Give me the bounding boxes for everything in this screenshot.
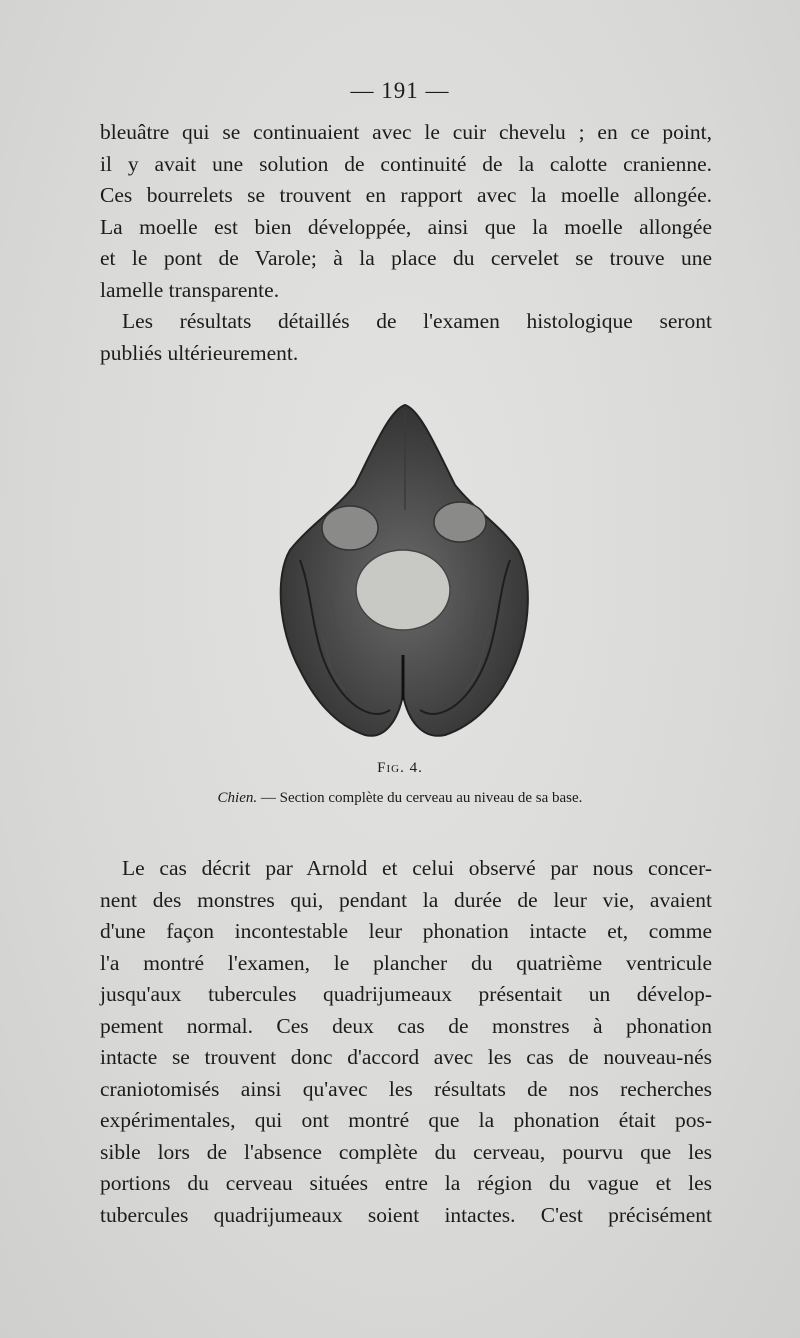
page-number: — 191 — bbox=[350, 78, 450, 103]
figure-label: Fig. 4. bbox=[377, 760, 423, 776]
text-line: il y avait une solution de continuité de la calotte cranienne. bbox=[100, 151, 712, 176]
text-line: jusqu'aux tubercules quadrijumeaux présentait un dévelop- bbox=[100, 982, 712, 1006]
text-line: nent des monstres qui, pendant la durée de leur vie, avaient bbox=[100, 887, 712, 912]
text-line: bleuâtre qui se continuaient avec le cuir chevelu ; en ce point, bbox=[100, 120, 712, 144]
text-line: Ces bourrelets se trouvent en rapport avec la moelle allongée. bbox=[100, 183, 712, 207]
caption-text: — Section complète du cerveau au niveau de sa base. bbox=[257, 790, 583, 806]
text-line: Le cas décrit par Arnold et celui observé par nous concer- bbox=[122, 856, 712, 880]
bottom-text bbox=[100, 853, 712, 1231]
brain-section-illustration bbox=[270, 400, 540, 745]
text-line: l'a montré l'examen, le plancher du quatrième ventricule bbox=[100, 950, 712, 975]
text-line: tubercules quadrijumeaux soient intactes. C'est précisément bbox=[100, 1202, 712, 1227]
text-line: pement normal. Ces deux cas de monstres à phonation bbox=[100, 1013, 712, 1038]
figure-caption bbox=[0, 790, 800, 807]
text-line: Les résultats détaillés de l'examen histologique seront bbox=[122, 309, 712, 333]
text-line: La moelle est bien développée, ainsi que la moelle allongée bbox=[100, 214, 712, 239]
text-line: lamelle transparente. bbox=[100, 277, 280, 302]
text-line: intacte se trouvent donc d'accord avec les cas de nouveau-nés bbox=[100, 1045, 712, 1069]
text-line: portions du cerveau situées entre la région du vague et les bbox=[100, 1171, 712, 1195]
top-text bbox=[100, 117, 712, 369]
text-line: publiés ultérieurement. bbox=[100, 340, 299, 365]
text-line: et le pont de Varole; à la place du cervelet se trouve une bbox=[100, 246, 712, 270]
caption-species: Chien. bbox=[217, 790, 258, 806]
text-line: craniotomisés ainsi qu'avec les résultats de nos recherches bbox=[100, 1076, 712, 1101]
text-line: sible lors de l'absence complète du cerveau, pourvu que les bbox=[100, 1139, 712, 1164]
text-line: d'une façon incontestable leur phonation intacte et, comme bbox=[100, 919, 712, 943]
text-line: expérimentales, qui ont montré que la phonation était pos- bbox=[100, 1108, 712, 1132]
